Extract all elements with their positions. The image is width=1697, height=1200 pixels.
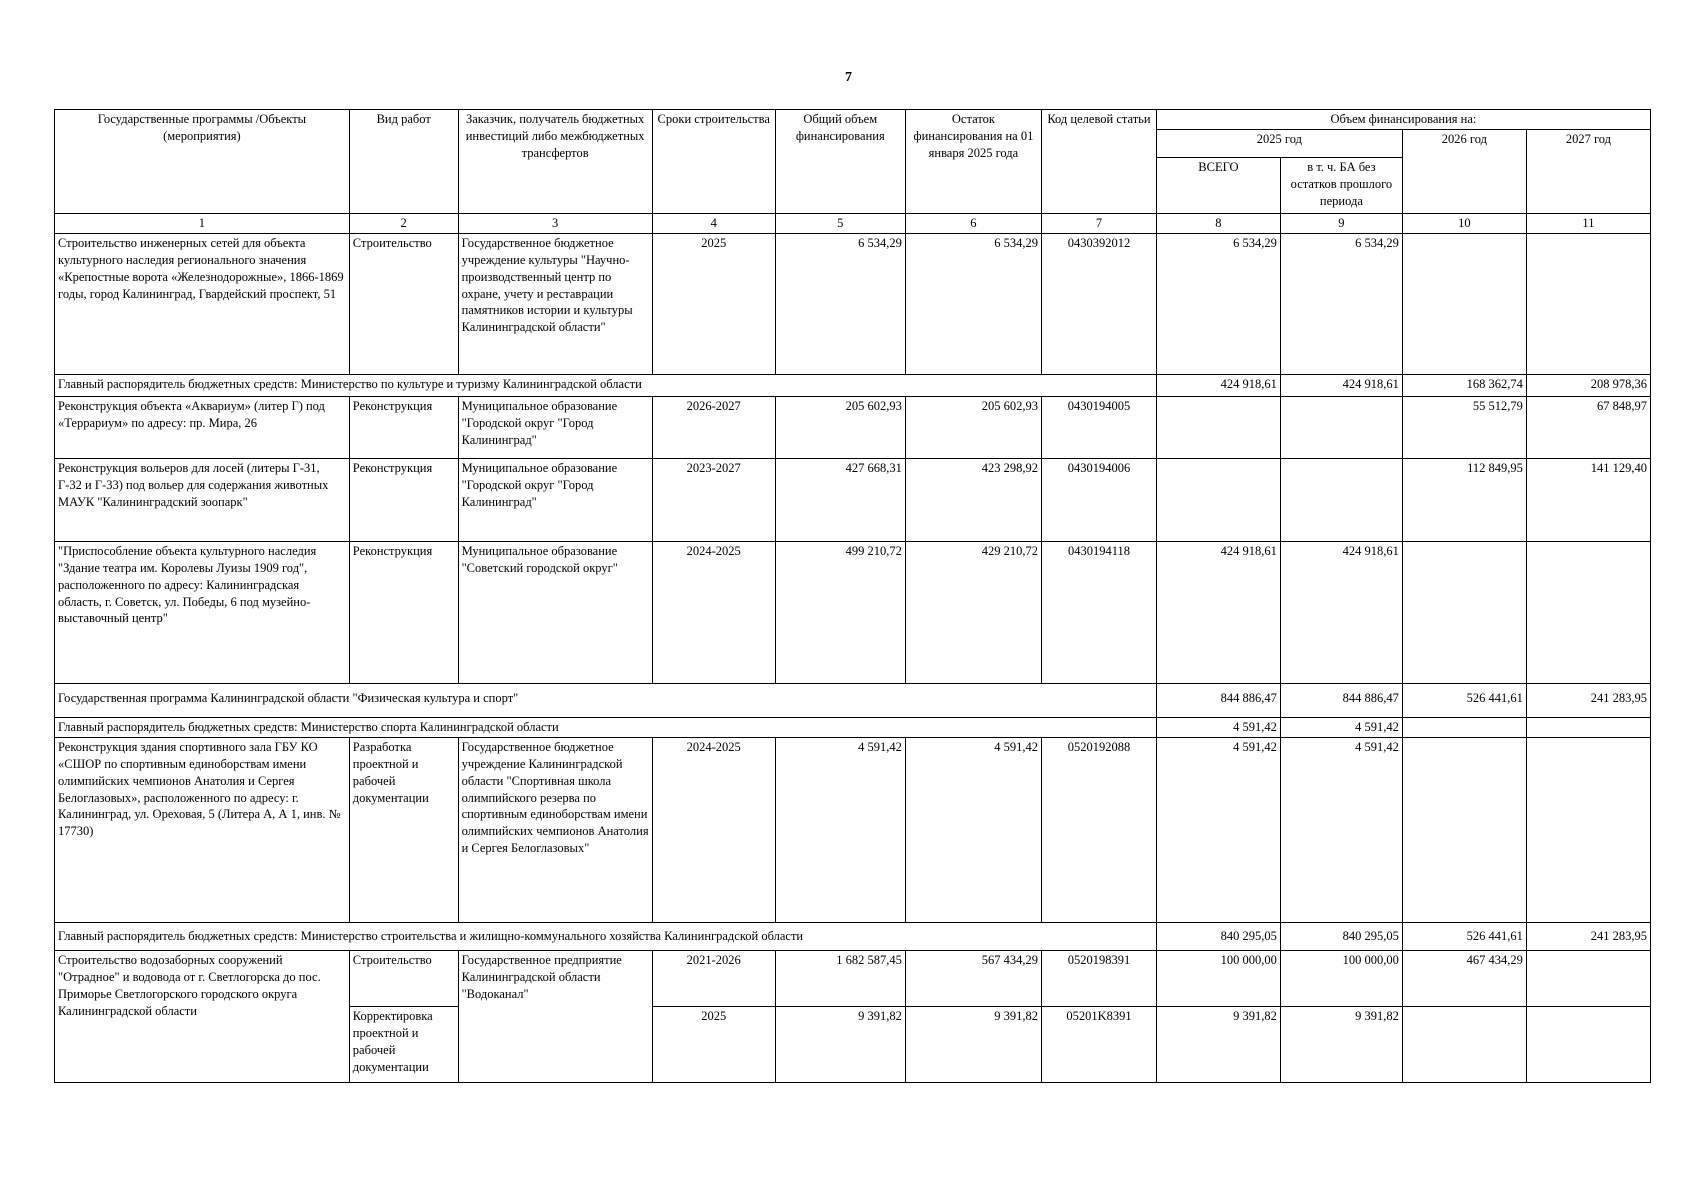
ba-cell: 424 918,61: [1280, 374, 1402, 396]
v2026-cell: [1402, 541, 1526, 683]
total-cell: 1 682 587,45: [775, 950, 905, 1006]
col-number: 11: [1526, 214, 1650, 234]
header-2025-ba: в т. ч. БА без остатков прошлого периода: [1280, 158, 1402, 214]
ba-cell: [1280, 458, 1402, 541]
total-cell: 427 668,31: [775, 458, 905, 541]
remaining-cell: 423 298,92: [905, 458, 1041, 541]
v2027-cell: [1526, 233, 1650, 374]
v2027-cell: [1526, 541, 1650, 683]
col-number: 5: [775, 214, 905, 234]
remaining-cell: 6 534,29: [905, 233, 1041, 374]
ba-cell: 4 591,42: [1280, 737, 1402, 922]
page-number: 7: [845, 70, 852, 85]
object-cell: "Приспособление объекта культурного наследия "Здание театра им. Королевы Луизы 1909 год", расположенного по адресу: Калининградская область, г. Советск, ул. Победы, 6 под музейно-выставочный центр": [55, 541, 350, 683]
v2025-cell: [1156, 458, 1280, 541]
period-cell: 2025: [652, 233, 775, 374]
work-type-cell: Строительство: [349, 950, 458, 1006]
ba-cell: 100 000,00: [1280, 950, 1402, 1006]
v2026-cell: 526 441,61: [1402, 922, 1526, 950]
code-cell: 05201K8391: [1042, 1006, 1157, 1082]
object-cell: Реконструкция вольеров для лосей (литеры Г-31, Г-32 и Г-33) под вольер для содержания животных МАУК "Калининградский зоопарк": [55, 458, 350, 541]
col-number: 7: [1042, 214, 1157, 234]
code-cell: 0430194006: [1042, 458, 1157, 541]
total-cell: 4 591,42: [775, 737, 905, 922]
work-type-cell: Реконструкция: [349, 541, 458, 683]
customer-cell: Государственное бюджетное учреждение Калининградской области "Спортивная школа олимпийского резерва по спортивным единоборствам имени олимпийских чемпионов Анатолия и Сергея Белоглазовых": [458, 737, 652, 922]
customer-cell: Муниципальное образование "Городской округ "Город Калининград": [458, 396, 652, 458]
v2025-cell: [1156, 396, 1280, 458]
col-number: 2: [349, 214, 458, 234]
object-cell: Строительство инженерных сетей для объекта культурного наследия регионального значения «Крепостные ворота «Железнодорожные», 1866-1869 годы, город Калининград, Гвардейский проспект, 51: [55, 233, 350, 374]
v2026-cell: 467 434,29: [1402, 950, 1526, 1006]
financing-table: [54, 109, 1651, 1083]
header-code: Код целевой статьи: [1042, 110, 1157, 214]
code-cell: 0520198391: [1042, 950, 1157, 1006]
manager-label: Главный распорядитель бюджетных средств: Министерство спорта Калининградской области: [55, 717, 1157, 737]
col-number: 4: [652, 214, 775, 234]
remaining-cell: 9 391,82: [905, 1006, 1041, 1082]
code-cell: 0430392012: [1042, 233, 1157, 374]
customer-cell: Государственное предприятие Калининградской области "Водоканал": [458, 950, 652, 1082]
table-row: [55, 458, 1651, 541]
v2026-cell: [1402, 233, 1526, 374]
column-numbers-row: [55, 214, 1651, 234]
total-cell: 205 602,93: [775, 396, 905, 458]
code-cell: 0520192088: [1042, 737, 1157, 922]
v2026-cell: 168 362,74: [1402, 374, 1526, 396]
period-cell: 2023-2027: [652, 458, 775, 541]
period-cell: 2021-2026: [652, 950, 775, 1006]
remaining-cell: 429 210,72: [905, 541, 1041, 683]
total-cell: 499 210,72: [775, 541, 905, 683]
v2027-cell: 141 129,40: [1526, 458, 1650, 541]
table-row: [55, 396, 1651, 458]
col-number: 6: [905, 214, 1041, 234]
v2027-cell: [1526, 717, 1650, 737]
work-type-cell: Реконструкция: [349, 396, 458, 458]
period-cell: 2025: [652, 1006, 775, 1082]
customer-cell: Государственное бюджетное учреждение культуры "Научно-производственный центр по охране, учету и реставрации памятников истории и культуры Калининградской области": [458, 233, 652, 374]
v2025-cell: 4 591,42: [1156, 717, 1280, 737]
v2026-cell: 526 441,61: [1402, 683, 1526, 717]
v2026-cell: 112 849,95: [1402, 458, 1526, 541]
header-customer: Заказчик, получатель бюджетных инвестиций либо межбюджетных трансфертов: [458, 110, 652, 214]
ba-cell: 4 591,42: [1280, 717, 1402, 737]
manager-row-culture: [55, 374, 1651, 396]
v2026-cell: [1402, 737, 1526, 922]
header-2026: 2026 год: [1402, 130, 1526, 214]
v2025-cell: 844 886,47: [1156, 683, 1280, 717]
work-type-cell: Реконструкция: [349, 458, 458, 541]
v2026-cell: 55 512,79: [1402, 396, 1526, 458]
v2026-cell: [1402, 717, 1526, 737]
header-2025: 2025 год: [1156, 130, 1402, 158]
period-cell: 2024-2025: [652, 737, 775, 922]
ba-cell: 840 295,05: [1280, 922, 1402, 950]
v2027-cell: 208 978,36: [1526, 374, 1650, 396]
col-number: 1: [55, 214, 350, 234]
remaining-cell: 4 591,42: [905, 737, 1041, 922]
v2025-cell: 424 918,61: [1156, 541, 1280, 683]
object-cell: Реконструкция здания спортивного зала ГБУ КО «СШОР по спортивным единоборствам имени олимпийских чемпионов Анатолия и Сергея Белоглазовых», расположенного по адресу: г. Калининград, ул. Ореховая, 5 (Литера А, А 1, инв. № 17730): [55, 737, 350, 922]
v2025-cell: 424 918,61: [1156, 374, 1280, 396]
ba-cell: [1280, 396, 1402, 458]
v2025-cell: 840 295,05: [1156, 922, 1280, 950]
header-funding: Объем финансирования на:: [1156, 110, 1650, 130]
header-2027: 2027 год: [1526, 130, 1650, 214]
work-type-cell: Строительство: [349, 233, 458, 374]
program-row-sport: [55, 683, 1651, 717]
customer-cell: Муниципальное образование "Советский городской округ": [458, 541, 652, 683]
v2025-cell: 6 534,29: [1156, 233, 1280, 374]
manager-row-construction: [55, 922, 1651, 950]
ba-cell: 6 534,29: [1280, 233, 1402, 374]
header-remaining: Остаток финансирования на 01 января 2025 года: [905, 110, 1041, 214]
table-row: [55, 737, 1651, 922]
manager-row-sport: [55, 717, 1651, 737]
col-number: 9: [1280, 214, 1402, 234]
v2027-cell: 241 283,95: [1526, 922, 1650, 950]
ba-cell: 844 886,47: [1280, 683, 1402, 717]
v2026-cell: [1402, 1006, 1526, 1082]
manager-label: Главный распорядитель бюджетных средств: Министерство по культуре и туризму Калининградской области: [55, 374, 1157, 396]
v2025-cell: 100 000,00: [1156, 950, 1280, 1006]
customer-cell: Муниципальное образование "Городской округ "Город Калининград": [458, 458, 652, 541]
object-cell: Реконструкция объекта «Аквариум» (литер Г) под «Террариум» по адресу: пр. Мира, 26: [55, 396, 350, 458]
code-cell: 0430194118: [1042, 541, 1157, 683]
manager-label: Главный распорядитель бюджетных средств: Министерство строительства и жилищно-коммунального хозяйства Калининградской области: [55, 922, 1157, 950]
v2027-cell: [1526, 1006, 1650, 1082]
v2027-cell: [1526, 737, 1650, 922]
work-type-cell: Разработка проектной и рабочей документации: [349, 737, 458, 922]
v2027-cell: 241 283,95: [1526, 683, 1650, 717]
ba-cell: 424 918,61: [1280, 541, 1402, 683]
work-type-cell: Корректировка проектной и рабочей документации: [349, 1006, 458, 1082]
object-cell: Строительство водозаборных сооружений "Отрадное" и водовода от г. Светлогорска до пос. Приморье Светлогорского городского округа Калининградской области: [55, 950, 350, 1082]
v2025-cell: 4 591,42: [1156, 737, 1280, 922]
table-row: [55, 950, 1651, 1006]
period-cell: 2024-2025: [652, 541, 775, 683]
header-row-1: [55, 110, 1651, 130]
header-2025-total: ВСЕГО: [1156, 158, 1280, 214]
total-cell: 6 534,29: [775, 233, 905, 374]
header-objects: Государственные программы /Объекты (мероприятия): [55, 110, 350, 214]
v2025-cell: 9 391,82: [1156, 1006, 1280, 1082]
header-work-type: Вид работ: [349, 110, 458, 214]
total-cell: 9 391,82: [775, 1006, 905, 1082]
program-label: Государственная программа Калининградской области "Физическая культура и спорт": [55, 683, 1157, 717]
code-cell: 0430194005: [1042, 396, 1157, 458]
header-period: Сроки строительства: [652, 110, 775, 214]
col-number: 10: [1402, 214, 1526, 234]
v2027-cell: 67 848,97: [1526, 396, 1650, 458]
remaining-cell: 205 602,93: [905, 396, 1041, 458]
remaining-cell: 567 434,29: [905, 950, 1041, 1006]
table-row: [55, 541, 1651, 683]
header-total-financing: Общий объем финансирования: [775, 110, 905, 214]
col-number: 8: [1156, 214, 1280, 234]
period-cell: 2026-2027: [652, 396, 775, 458]
table-row: [55, 233, 1651, 374]
ba-cell: 9 391,82: [1280, 1006, 1402, 1082]
v2027-cell: [1526, 950, 1650, 1006]
col-number: 3: [458, 214, 652, 234]
